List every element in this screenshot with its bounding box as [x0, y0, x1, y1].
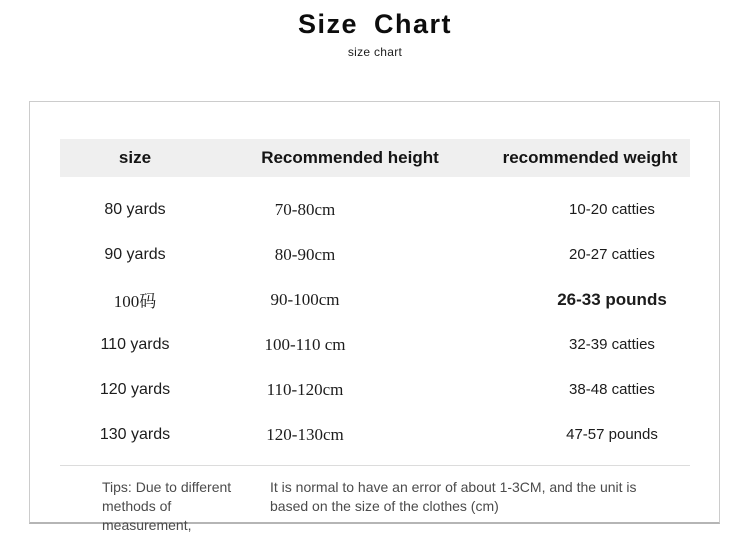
tips-left-line1: Tips: Due to different — [102, 479, 232, 495]
cell-weight: 26-33 pounds — [557, 289, 667, 309]
table-row — [60, 367, 690, 412]
cell-height: 110-120cm — [266, 379, 344, 399]
cell-weight: 10-20 catties — [569, 201, 655, 218]
table-body — [60, 187, 690, 457]
table-row — [60, 277, 690, 322]
table-row — [60, 187, 690, 232]
page-title: Size Chart — [297, 9, 453, 39]
cell-height: 70-80cm — [274, 199, 336, 219]
tips-divider — [60, 465, 690, 466]
cell-size: 110 yards — [100, 335, 170, 353]
page-subtitle: size chart — [347, 45, 403, 59]
tips-note-right — [270, 478, 660, 535]
cell-weight: 47-57 pounds — [566, 426, 658, 443]
header-cell-height: Recommended height — [261, 148, 439, 167]
cell-weight: 38-48 catties — [569, 381, 655, 398]
tips-right-line1: It is normal to have an error of about 1-3CM, and the unit is — [270, 479, 637, 495]
header-cell-weight: recommended weight — [502, 148, 678, 167]
cell-height: 90-100cm — [270, 289, 340, 309]
table-row — [60, 412, 690, 457]
cell-height: 120-130cm — [266, 424, 344, 444]
table-header-row — [60, 139, 690, 177]
cell-size: 120 yards — [99, 380, 171, 398]
table-row — [60, 232, 690, 277]
size-chart-box — [29, 101, 720, 533]
tips-note-left — [102, 478, 260, 535]
cell-size: 130 yards — [99, 425, 171, 443]
tips-note — [102, 478, 660, 535]
cell-weight: 20-27 catties — [569, 246, 655, 263]
cell-weight: 32-39 catties — [569, 336, 655, 353]
cell-size: 100码 — [113, 292, 157, 311]
cell-height: 80-90cm — [274, 244, 336, 264]
cell-size: 90 yards — [104, 245, 166, 263]
table-row — [60, 322, 690, 367]
cell-size: 80 yards — [104, 200, 166, 218]
tips-right-line2: based on the size of the clothes (cm) — [270, 498, 499, 514]
cell-height: 100-110 cm — [264, 334, 346, 354]
header-cell-size: size — [118, 148, 152, 167]
tips-left-line2: methods of measurement, — [102, 498, 192, 533]
